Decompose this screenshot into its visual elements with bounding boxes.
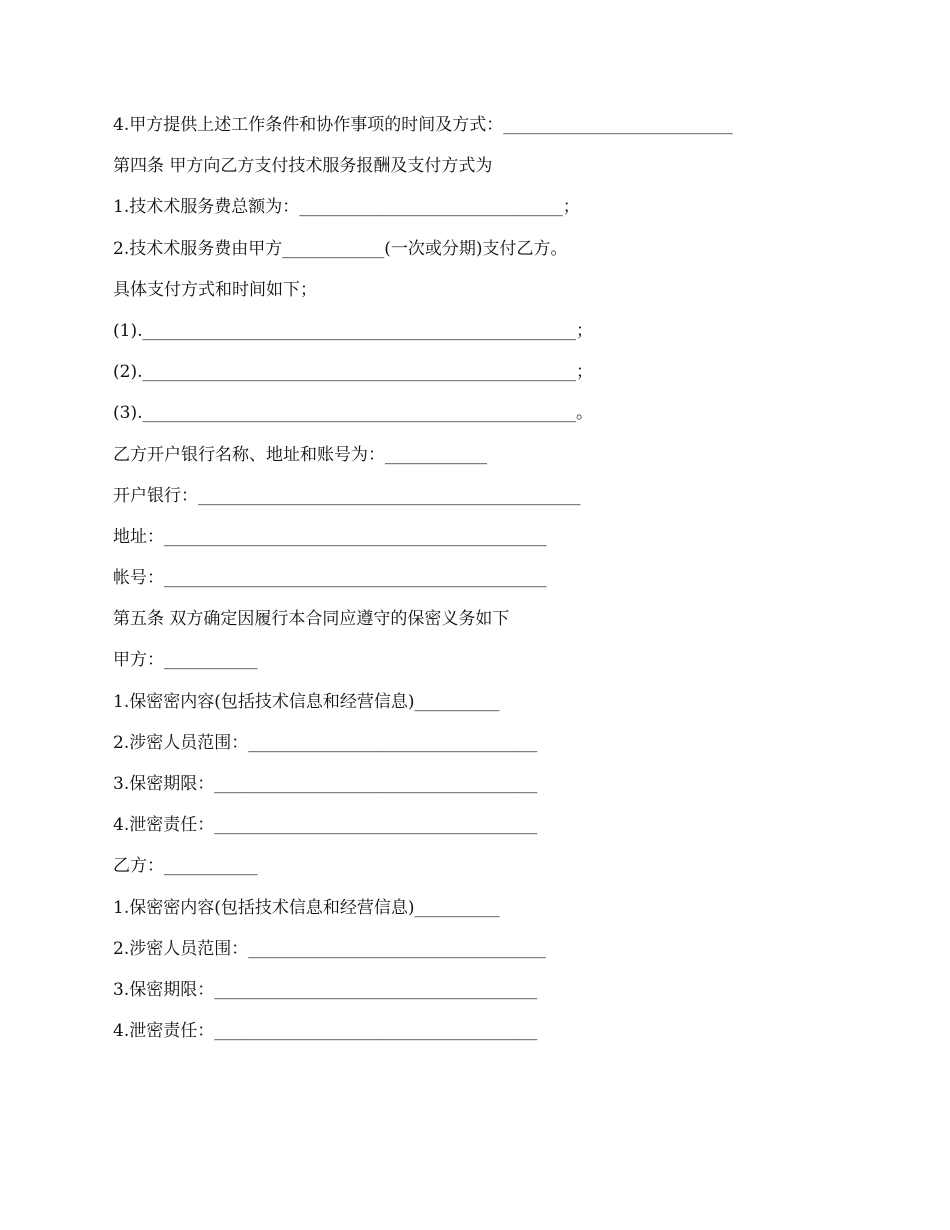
party-b-label: 乙方：___________ xyxy=(113,856,258,877)
payment-item-2: (2).___________________________________________________； xyxy=(113,362,593,383)
document-body xyxy=(113,113,853,1060)
party-a-confidential-content: 1.保密密内容(包括技术信息和经营信息)__________ xyxy=(113,691,500,712)
party-b-personnel-scope: 2.涉密人员范围：___________________________________ xyxy=(113,938,546,959)
payment-item-3: (3).___________________________________________________。 xyxy=(113,403,593,424)
article-5-heading: 第五条 双方确定因履行本合同应遵守的保密义务如下 xyxy=(113,609,510,630)
party-b-confidential-period: 3.保密期限：______________________________________ xyxy=(113,979,538,1000)
party-b-confidential-content: 1.保密密内容(包括技术信息和经营信息)__________ xyxy=(113,897,500,918)
service-fee-total: 1.技术术服务费总额为：_______________________________； xyxy=(113,197,580,218)
party-a-personnel-scope: 2.涉密人员范围：__________________________________ xyxy=(113,732,538,753)
party-a-leak-liability: 4.泄密责任：______________________________________ xyxy=(113,815,538,836)
bank-account-intro: 乙方开户银行名称、地址和账号为：____________ xyxy=(113,444,487,465)
bank-name-field: 开户银行：_____________________________________________ xyxy=(113,485,581,506)
payment-detail-intro: 具体支付方式和时间如下； xyxy=(113,279,317,300)
party-a-confidential-period: 3.保密期限：______________________________________ xyxy=(113,774,538,794)
article-4-heading: 第四条 甲方向乙方支付技术服务报酬及支付方式为 xyxy=(113,156,493,177)
service-fee-payment-mode: 2.技术术服务费由甲方____________(一次或分期)支付乙方。 xyxy=(113,238,568,259)
party-b-leak-liability: 4.泄密责任：______________________________________ xyxy=(113,1021,538,1042)
bank-account-field: 帐号：_____________________________________________ xyxy=(113,568,547,589)
party-a-label: 甲方：___________ xyxy=(113,650,258,671)
clause-4-time-and-method: 4.甲方提供上述工作条件和协作事项的时间及方式：___________________________ xyxy=(113,115,733,135)
payment-item-1: (1).___________________________________________________； xyxy=(113,320,593,341)
bank-address-field: 地址：_____________________________________________ xyxy=(113,526,547,547)
